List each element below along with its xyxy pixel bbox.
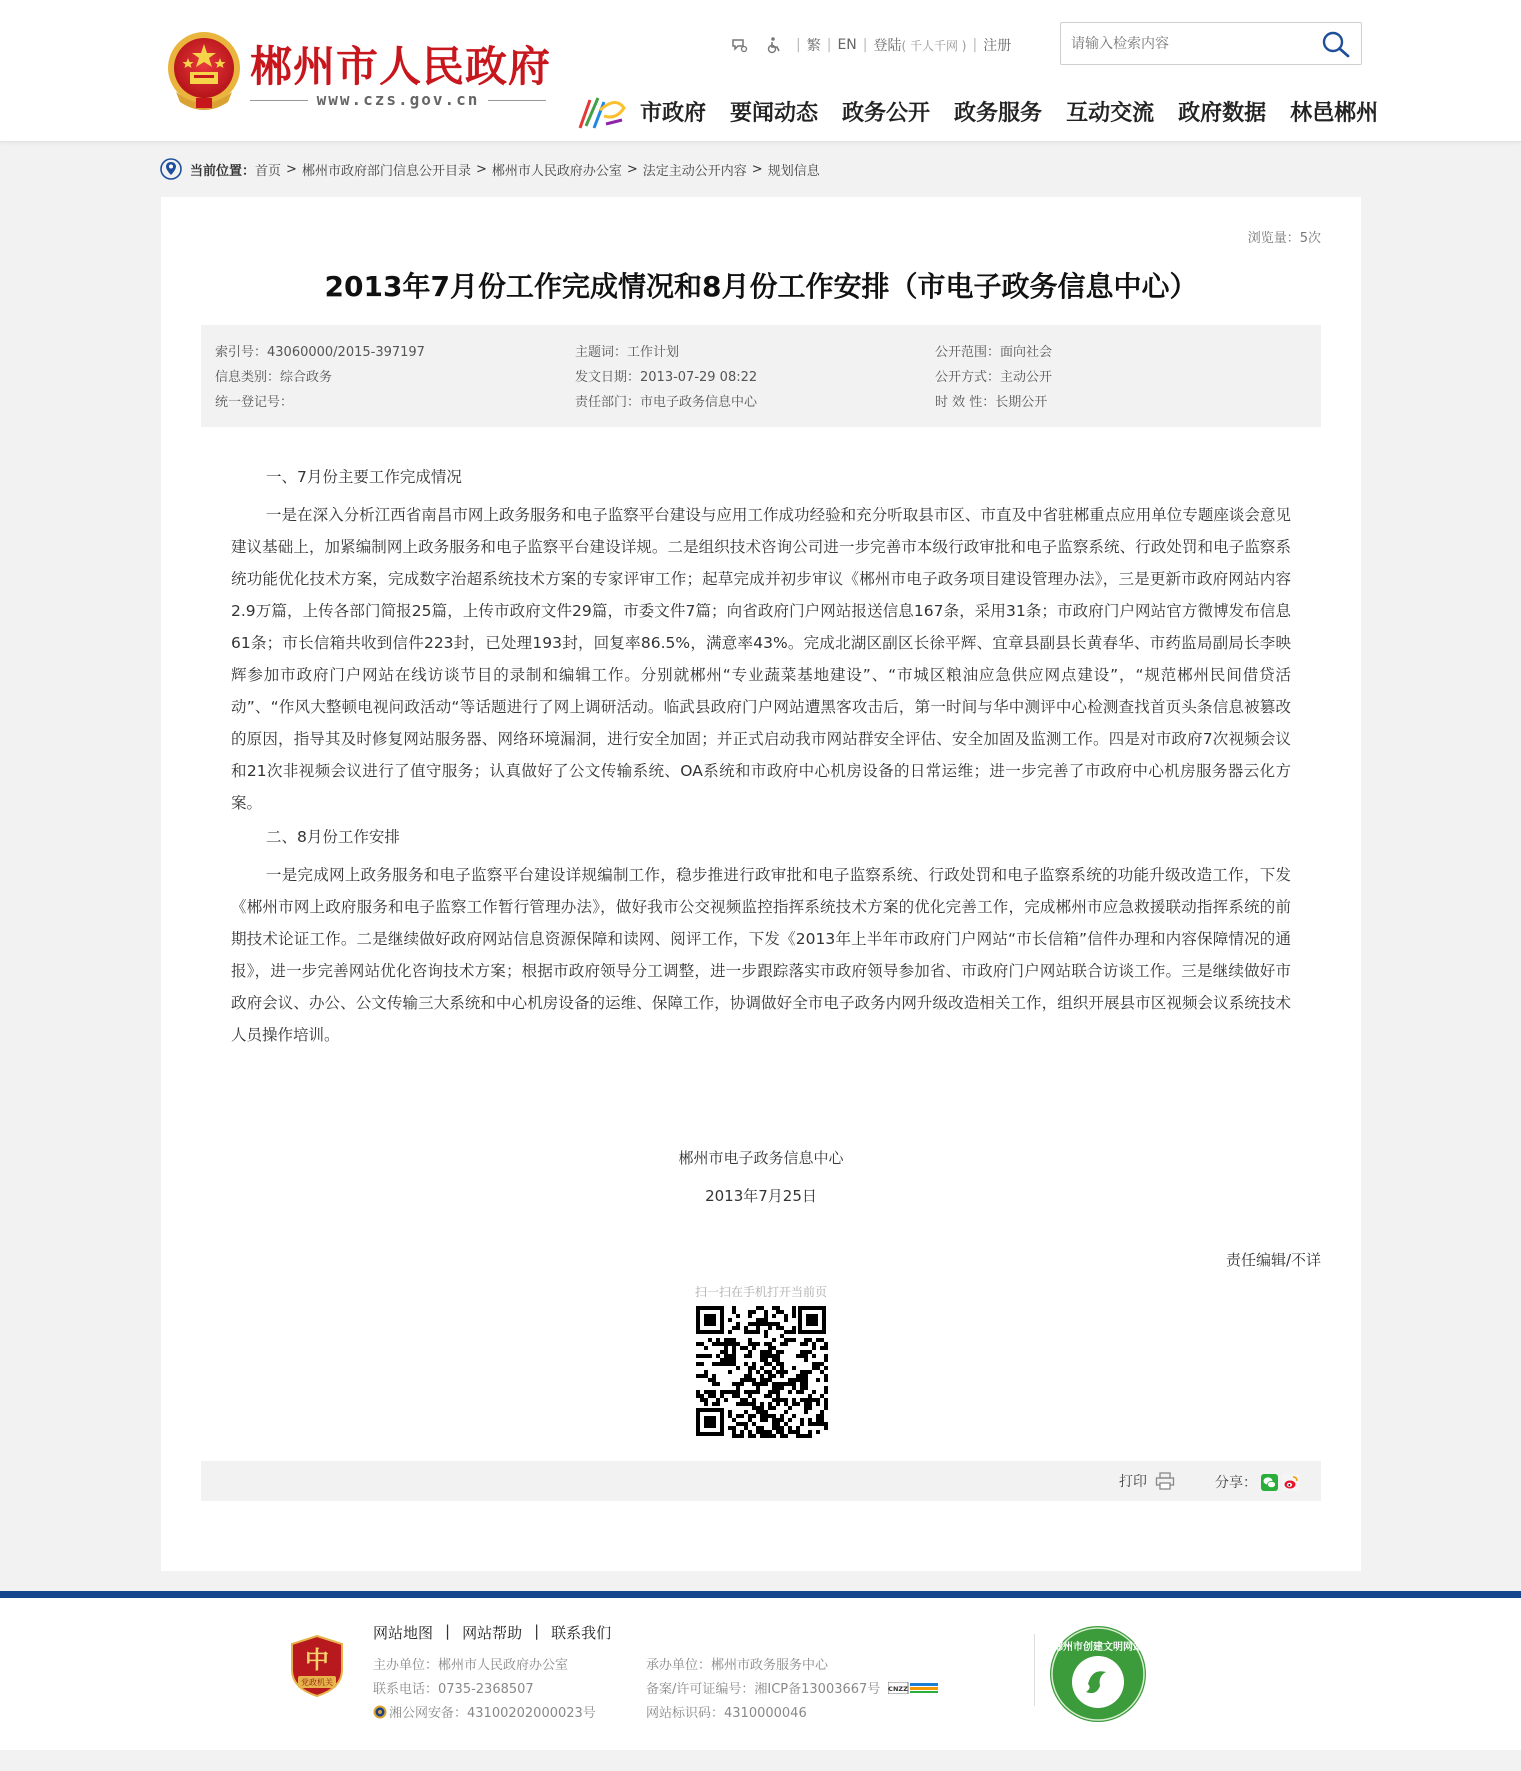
- meta-category: 信息类别：综合政务: [215, 370, 333, 385]
- breadcrumb-separator: >: [751, 161, 763, 177]
- police-badge-icon: [373, 1705, 387, 1719]
- meta-reg-no: 统一登记号：: [215, 395, 294, 410]
- english-link[interactable]: EN: [837, 37, 857, 53]
- body-paragraph: 一是完成网上政务服务和电子监察平台建设详规编制工作，稳步推进行政审批和电子监察系统、行政处罚和电子监察系统的功能升级改造工作，下发《郴州市网上政府服务和电子监察工作暂行管理办法》，做好我市公交视频监控指挥系统技术方案的优化完善工作，完成郴州市应急救援联动指挥系统的前期技术论证工作。二是继续做好政府网站信息资源保障和读网、阅评工作，下发《2013年上半年市政府门户网站“市长信箱”信件办理和内容保障情况的通报》，进一步完善网站优化咨询技术方案；根据市政府领导分工调整，进一步跟踪落实市政府领导参加省、市政府门户网站联合访谈工作。三是继续做好市政府会议、办公、公文传输三大系统和中心机房设备的运维、保障工作，协调做好全市电子政务内网升级改造相关工作，组织开展县市区视频会议系统技术人员操作培训。: [231, 866, 1291, 1044]
- footer-link-sitemap[interactable]: 网站地图: [373, 1624, 434, 1642]
- article-body: [231, 459, 1291, 1051]
- breadcrumb-separator: >: [286, 161, 297, 177]
- footer-organizer: 承办单位：郴州市政务服务中心: [646, 1658, 829, 1673]
- top-links: [722, 34, 1011, 56]
- share-group: [1215, 1472, 1299, 1492]
- share-label: 分享：: [1215, 1475, 1257, 1491]
- accessibility-reader-icon[interactable]: [730, 36, 748, 54]
- svg-text:中: 中: [305, 1645, 329, 1674]
- icp-text: 备案/许可证编号：湘ICP备13003667号: [646, 1682, 881, 1697]
- signature-date: 2013年7月25日: [705, 1187, 817, 1205]
- qr-code-icon: [694, 1304, 828, 1438]
- site-header: [0, 0, 1521, 142]
- nav-item-interaction[interactable]: 互动交流: [1066, 101, 1155, 126]
- section-heading: 二、8月份工作安排: [266, 828, 400, 846]
- weibo-share-icon[interactable]: [1282, 1474, 1299, 1491]
- nav-item-news[interactable]: 要闻动态: [730, 101, 819, 126]
- print-button[interactable]: [1119, 1471, 1175, 1491]
- separator: |: [862, 37, 868, 53]
- meta-date: 发文日期：2013-07-29 08:22: [575, 370, 758, 385]
- footer-links: [373, 1622, 611, 1643]
- footer-police-record[interactable]: [373, 1702, 596, 1721]
- nav-item-gov-affairs-disclosure[interactable]: 政务公开: [842, 101, 931, 126]
- footer-icp[interactable]: [646, 1678, 938, 1697]
- breadcrumb-separator: >: [626, 161, 638, 177]
- footer-phone: 联系电话：0735-2368507: [373, 1682, 534, 1697]
- meta-index-no: 索引号：43060000/2015-397197: [215, 345, 425, 360]
- traditional-chinese-link[interactable]: 繁: [806, 38, 821, 54]
- signature-org: 郴州市电子政务信息中心: [678, 1149, 844, 1167]
- police-record-text: 湘公网安备：43100202000023号: [389, 1706, 596, 1721]
- nav-item-gov-data[interactable]: 政府数据: [1178, 101, 1267, 126]
- nav-item-linyi-chenzhou[interactable]: 林邑郴州: [1290, 101, 1379, 126]
- separator: |: [796, 37, 801, 53]
- printer-icon: [1155, 1472, 1175, 1490]
- section-heading: 一、7月份主要工作完成情况: [266, 468, 462, 486]
- responsible-editor: 责任编辑/不详: [1225, 1251, 1321, 1269]
- party-gov-agency-badge-icon[interactable]: [290, 1634, 344, 1698]
- site-url: www.czs.gov.cn: [316, 90, 480, 109]
- meta-validity: 时 效 性：长期公开: [935, 395, 1048, 410]
- breadcrumb-item-home[interactable]: 首页: [255, 163, 282, 179]
- search-input[interactable]: [1071, 33, 1311, 55]
- svg-text:CNZZ: CNZZ: [888, 1684, 909, 1693]
- breadcrumb-separator: >: [475, 161, 487, 177]
- separator: |: [826, 37, 832, 53]
- meta-keyword: 主题词：工作计划: [575, 345, 680, 360]
- register-link[interactable]: 注册: [983, 38, 1012, 54]
- separator: |: [445, 1622, 451, 1640]
- location-pin-icon: [160, 158, 182, 180]
- footer-link-help[interactable]: 网站帮助: [462, 1624, 523, 1642]
- footer-accent-bar: [0, 1591, 1521, 1598]
- wheelchair-icon[interactable]: [764, 36, 782, 54]
- meta-method: 公开方式：主动公开: [935, 370, 1053, 385]
- breadcrumb-item-planning-info[interactable]: 规划信息: [767, 163, 820, 179]
- footer-sponsor: 主办单位：郴州市人民政府办公室: [373, 1658, 569, 1673]
- search-icon[interactable]: [1321, 30, 1351, 58]
- article-meta-box: [201, 325, 1321, 427]
- national-emblem-icon[interactable]: [166, 28, 242, 112]
- separator: |: [972, 37, 978, 53]
- civilized-website-seal-icon[interactable]: [1048, 1624, 1148, 1724]
- action-bar: [201, 1461, 1321, 1501]
- view-count: 浏览量：5次: [1247, 231, 1321, 246]
- footer-site-code: 网站标识码：4310000046: [646, 1706, 807, 1721]
- breadcrumb-label: 当前位置：: [190, 163, 256, 179]
- site-url-group: [250, 88, 546, 112]
- separator: |: [534, 1622, 540, 1640]
- seal-text: 郴州市创建文明网站: [1053, 1642, 1143, 1653]
- nav-item-gov-services[interactable]: 政务服务: [954, 101, 1043, 126]
- meta-department: 责任部门：市电子政务信息中心: [575, 395, 758, 410]
- article-panel: [161, 197, 1361, 1571]
- main-nav: [640, 96, 1378, 127]
- breadcrumb: [160, 158, 820, 180]
- login-sub-label[interactable]: ( 千人千网 ): [901, 38, 967, 53]
- search-box: [1060, 22, 1362, 65]
- cnzz-stats-icon[interactable]: [888, 1682, 938, 1694]
- breadcrumb-item-catalog[interactable]: 郴州市政府部门信息公开目录: [301, 163, 471, 179]
- print-label: 打印: [1119, 1474, 1147, 1490]
- article-title: 2013年7月份工作完成情况和8月份工作安排（市电子政务信息中心）: [324, 270, 1198, 303]
- site-footer: [0, 1598, 1521, 1750]
- nav-item-city-government[interactable]: 市政府: [640, 101, 707, 126]
- login-link[interactable]: 登陆: [873, 38, 902, 54]
- linyi-logo-icon: [576, 90, 628, 134]
- breadcrumb-item-statutory-content[interactable]: 法定主动公开内容: [642, 163, 747, 179]
- badge-text: 党政机关: [301, 1678, 333, 1687]
- site-name[interactable]: 郴州市人民政府: [250, 42, 552, 91]
- qr-tip: 扫一扫在手机打开当前页: [694, 1285, 827, 1299]
- breadcrumb-item-office[interactable]: 郴州市人民政府办公室: [491, 163, 622, 179]
- meta-scope: 公开范围：面向社会: [935, 345, 1053, 360]
- body-paragraph: 一是在深入分析江西省南昌市网上政务服务和电子监察平台建设与应用工作成功经验和充分听取县市区、市直及中省驻郴重点应用单位专题座谈会意见建议基础上，加紧编制网上政务服务和电子监察平台建设详规。二是组织技术咨询公司进一步完善市本级行政审批和电子监察系统、行政处罚和电子监察系统功能优化技术方案，完成数字治超系统技术方案的专家评审工作；起草完成并初步审议《郴州市电子政务项目建设管理办法》，三是更新市政府网站内容2.9万篇，上传各部门简报25篇，上传市政府文件29篇，市委文件7篇；向省政府门户网站报送信息167条，采用31条；市政府门户网站官方微博发布信息61条；市长信箱共收到信件223封，已处理193封，回复率86.5%，满意率43%。完成北湖区副区长徐平辉、宜章县副县长黄春华、市药监局副局长李映辉参加市政府门户网站在线访谈节目的录制和编辑工作。分别就郴州“专业蔬菜基地建设”、“市城区粮油应急供应网点建设”，“规范郴州民间借贷活动”、“作风大整顿电视问政活动“等话题进行了网上调研活动。临武县政府门户网站遭黑客攻击后，第一时间与华中测评中心检测查找首页头条信息被篡改的原因，指导其及时修复网站服务器、网络环境漏洞，进行安全加固；并正式启动我市网站群安全评估、安全加固及监测工作。四是对市政府7次视频会议和21次非视频会议进行了值守服务；认真做好了公文传输系统、OA系统和市政府中心机房设备的日常运维；进一步完善了市政府中心机房服务器云化方案。: [231, 506, 1291, 812]
- wechat-share-icon[interactable]: [1261, 1474, 1278, 1491]
- footer-link-contact[interactable]: 联系我们: [551, 1624, 612, 1642]
- footer-divider: [1034, 1634, 1035, 1706]
